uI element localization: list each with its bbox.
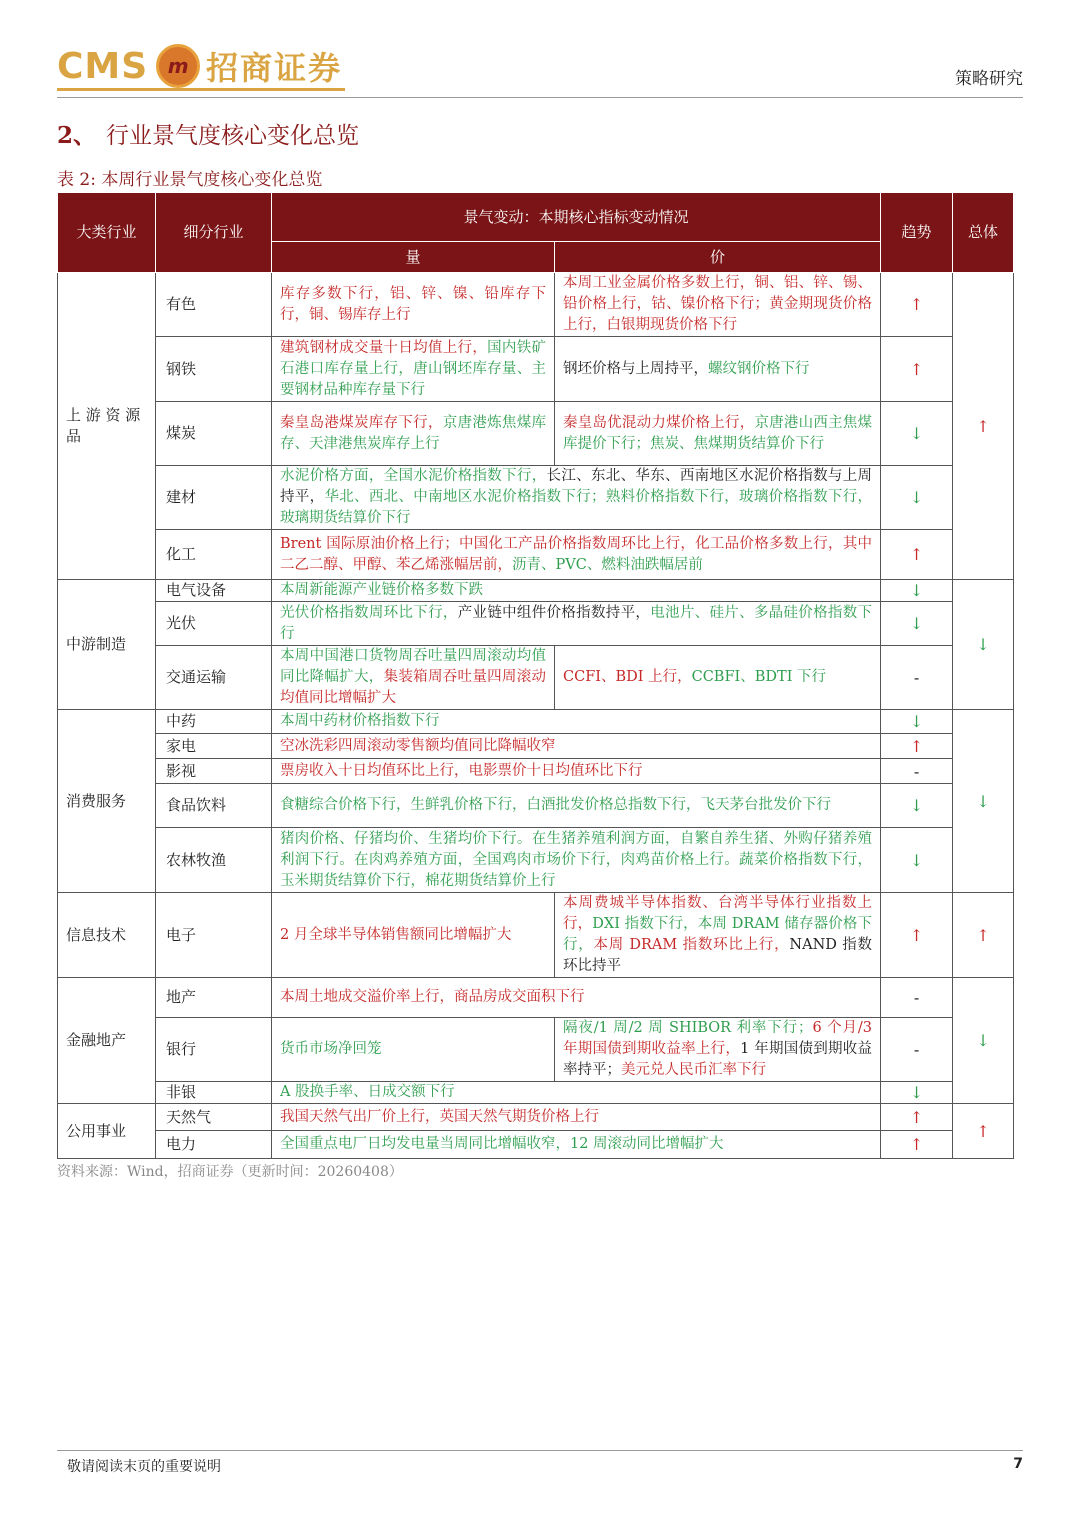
volume-text-mixed: 国内铁矿石港口库存量上行，唐山钢坯库存量、主要钢材品种库存量下行	[280, 339, 547, 398]
text-flat: 长江、东北、华东、西南地区水泥价格指数与上周持平，	[280, 468, 873, 505]
combined-cell	[272, 978, 881, 1018]
price-cell	[555, 402, 881, 466]
trend-arrow: ↑	[881, 530, 953, 580]
sub-industry: 煤炭	[156, 402, 272, 466]
sub-industry: 钢铁	[156, 337, 272, 402]
trend-arrow: ↓	[881, 602, 953, 646]
overall-arrow: ↑	[953, 893, 1014, 978]
combined-cell: 全国重点电厂日均发电量当周同比增幅收窄，12 周滚动同比增幅扩大	[272, 1131, 881, 1159]
table-row	[58, 273, 1014, 337]
sub-industry: 影视	[156, 759, 272, 784]
sub-industry: 电子	[156, 893, 272, 978]
table-row	[58, 1018, 1014, 1082]
sub-industry: 农林牧渔	[156, 828, 272, 893]
header-sub: 细分行业	[156, 193, 272, 273]
price-cell	[555, 646, 881, 710]
combined-cell	[272, 759, 881, 784]
combined-cell: 食糖综合价格下行，生鲜乳价格下行，白酒批发价格总指数下行，飞天茅台批发价下行	[272, 784, 881, 828]
table-row	[58, 466, 1014, 530]
volume-text-up: 京唐港炼焦煤库存、天津港焦炭库存上行	[280, 414, 546, 452]
price-text-up: CCFI、BDI 上行，	[563, 669, 692, 685]
table-row	[58, 710, 1014, 734]
table-row	[58, 1082, 1014, 1104]
table-row	[58, 530, 1014, 580]
section-title-text: 行业景气度核心变化总览	[106, 123, 360, 149]
table-row	[58, 734, 1014, 759]
price-text-down: 隔夜/1 周/2 周 SHIBOR 利率下行；	[563, 1020, 813, 1036]
sub-industry: 非银	[156, 1082, 272, 1104]
price-text-up: 本周 DRAM 指数环比上行，	[593, 937, 790, 953]
sub-industry: 中药	[156, 710, 272, 734]
price-cell	[555, 893, 881, 978]
logo-chinese: 招商证券	[206, 49, 343, 87]
text-up: 票房收入十日均值环比上行，	[280, 762, 469, 779]
volume-text-down: 秦皇岛港煤炭库存下行，	[280, 414, 443, 431]
section-title	[57, 117, 359, 150]
sub-industry: 银行	[156, 1018, 272, 1082]
group-name: 消费服务	[58, 710, 156, 893]
sub-industry: 有色	[156, 273, 272, 337]
price-text-flat: 1 年期国债到期收益率持平；	[563, 1041, 873, 1078]
trend-arrow: -	[881, 759, 953, 784]
table-row	[58, 580, 1014, 602]
industry-table	[57, 192, 1014, 1159]
price-text-down: 美元兑人民币汇率下行	[621, 1062, 766, 1078]
group-name: 公用事业	[58, 1104, 156, 1159]
overall-arrow: ↓	[953, 710, 1014, 893]
trend-arrow: ↑	[881, 273, 953, 337]
text-down: 电池片、硅片、多晶硅价格指数下行	[280, 604, 873, 642]
logo-latin: CMS	[57, 45, 149, 87]
footer-divider	[57, 1450, 1023, 1451]
price-cell	[555, 1018, 881, 1082]
table-row	[58, 893, 1014, 978]
source-note: 资料来源：Wind，招商证券（更新时间：20260408）	[57, 1164, 403, 1180]
sub-industry: 化工	[156, 530, 272, 580]
table-row	[58, 978, 1014, 1018]
sub-industry: 家电	[156, 734, 272, 759]
combined-cell: 空冰洗彩四周滚动零售额均值同比降幅收窄	[272, 734, 881, 759]
trend-arrow: ↑	[881, 337, 953, 402]
header-change: 景气变动：本期核心指标变动情况	[272, 193, 881, 242]
price-cell	[555, 273, 881, 337]
combined-cell: 猪肉价格、仔猪均价、生猪均价下行。在生猪养殖利润方面，自繁自养生猪、外购仔猪养殖利润下行。在肉鸡养殖方面，全国鸡肉市场价下行，肉鸡苗价格上行。蔬菜价格指数下行，玉米期货结算价下行，棉花期货结算价上行	[272, 828, 881, 893]
group-name: 金融地产	[58, 978, 156, 1104]
sub-industry: 地产	[156, 978, 272, 1018]
overall-arrow: ↑	[953, 1104, 1014, 1159]
table-row	[58, 784, 1014, 828]
table-row	[58, 646, 1014, 710]
trend-arrow: ↓	[881, 710, 953, 734]
overall-arrow: ↑	[953, 273, 1014, 580]
group-name: 上 游 资 源 品	[58, 273, 156, 580]
volume-text-up: 建筑钢材成交量十日均值上行，	[280, 339, 488, 356]
header-major: 大类行业	[58, 193, 156, 273]
price-text-down: CCBFI、BDTI 下行	[691, 669, 827, 685]
table-row	[58, 337, 1014, 402]
page-number: 7	[1013, 1456, 1023, 1472]
cms-logo	[57, 42, 342, 90]
price-text-up: 6 个月/3 年期国债到期收益率上行，	[563, 1020, 873, 1057]
text-down: 华北、西北、中南地区水泥价格指数下行；熟料价格指数下行，玻璃价格指数下行，玻璃期货结算价下行	[280, 489, 873, 526]
table-row	[58, 759, 1014, 784]
volume-text-down: 本周中国港口货物周吞吐量四周滚动均值同比降幅扩大，	[280, 648, 546, 685]
combined-cell: A 股换手率、日成交额下行	[272, 1082, 881, 1104]
volume-text-up: 集装箱周吞吐量四周滚动均值同比增幅扩大	[280, 669, 547, 706]
volume-cell: 货币市场净回笼	[272, 1018, 555, 1082]
price-text-down: DXI 指数下行，本周 DRAM 储存器价格下行，	[563, 916, 873, 953]
trend-arrow: ↓	[881, 1082, 953, 1104]
text-flat: 产业链中组件价格指数持平，	[457, 604, 651, 621]
volume-cell: 2 月全球半导体销售额同比增幅扩大	[272, 893, 555, 978]
header-trend: 趋势	[881, 193, 953, 273]
text-up: Brent 国际原油价格上行；中国化工产品价格指数周环比上行，化工品价格多数上行，其中二乙二醇、甲醇、苯乙烯涨幅居前，	[280, 535, 873, 573]
combined-cell: 本周新能源产业链价格多数下跌	[272, 580, 881, 602]
sub-industry: 建材	[156, 466, 272, 530]
header-overall: 总体	[953, 193, 1014, 273]
trend-arrow: ↑	[881, 1131, 953, 1159]
table-row	[58, 602, 1014, 646]
section-number: 2、	[57, 122, 97, 149]
sub-industry: 天然气	[156, 1104, 272, 1131]
volume-cell	[272, 646, 555, 710]
trend-arrow: ↓	[881, 828, 953, 893]
table-row	[58, 402, 1014, 466]
price-text-flat: NAND 指数环比持平	[563, 937, 872, 974]
price-text-down: 螺纹钢价格下行	[708, 360, 810, 377]
combined-cell	[272, 466, 881, 530]
header-volume: 量	[272, 242, 555, 273]
trend-arrow: ↓	[881, 466, 953, 530]
combined-cell: 本周中药材价格指数下行	[272, 710, 881, 734]
text-down: 光伏价格指数周环比下行，	[280, 604, 458, 621]
trend-arrow: -	[881, 646, 953, 710]
table-caption: 表 2: 本周行业景气度核心变化总览	[57, 170, 323, 190]
sub-industry: 光伏	[156, 602, 272, 646]
table-row	[58, 1104, 1014, 1131]
text-up: 本周土地成交溢价率上行，	[280, 989, 454, 1005]
sub-industry: 交通运输	[156, 646, 272, 710]
logo-mark-icon: m	[156, 44, 200, 88]
volume-cell	[272, 337, 555, 402]
trend-arrow: ↑	[881, 893, 953, 978]
header-price: 价	[555, 242, 881, 273]
volume-cell: 库存多数下行，铝、锌、镍、铅库存下行，铜、锡库存上行	[272, 273, 555, 337]
price-text-up: 本周费城半导体指数、台湾半导体行业指数上行，	[563, 895, 873, 932]
price-text: 本周工业金属价格多数上行，铜、铝、锌、锡、铅价格上行，钴、镍价格下行；黄金期现货价格上行，白银期现货价格下行	[563, 275, 873, 333]
sub-industry: 食品饮料	[156, 784, 272, 828]
combined-cell	[272, 602, 881, 646]
price-text-up: 秦皇岛优混动力煤价格上行，	[563, 414, 755, 431]
trend-arrow: ↓	[881, 580, 953, 602]
price-cell	[555, 337, 881, 402]
group-name: 信息技术	[58, 893, 156, 978]
sub-industry: 电气设备	[156, 580, 272, 602]
price-text-down: 京唐港山西主焦煤库提价下行；焦炭、焦煤期货结算价下行	[563, 414, 873, 452]
trend-arrow: ↓	[881, 784, 953, 828]
table-row	[58, 828, 1014, 893]
text-down: 水泥价格方面，全国水泥价格指数下行，	[280, 468, 547, 484]
footer-disclaimer: 敬请阅读末页的重要说明	[67, 1459, 221, 1475]
report-category: 策略研究	[955, 69, 1023, 89]
overall-arrow: ↓	[953, 580, 1014, 710]
combined-cell: 我国天然气出厂价上行，英国天然气期货价格上行	[272, 1104, 881, 1131]
trend-arrow: ↑	[881, 1104, 953, 1131]
volume-cell	[272, 402, 555, 466]
text-down: 商品房成交面积下行	[454, 989, 585, 1005]
overall-arrow: ↓	[953, 978, 1014, 1104]
logo-underline	[57, 88, 345, 91]
sub-industry: 电力	[156, 1131, 272, 1159]
table-row	[58, 1131, 1014, 1159]
trend-arrow: -	[881, 1018, 953, 1082]
trend-arrow: -	[881, 978, 953, 1018]
trend-arrow: ↑	[881, 734, 953, 759]
page-header	[57, 38, 1023, 98]
price-text-flat: 钢坯价格与上周持平，	[563, 360, 708, 377]
trend-arrow: ↓	[881, 402, 953, 466]
text-down: 沥青、PVC、燃料油跌幅居前	[512, 556, 703, 573]
text-down: 电影票价十日均值环比下行	[468, 762, 643, 779]
group-name: 中游制造	[58, 580, 156, 710]
combined-cell	[272, 530, 881, 580]
